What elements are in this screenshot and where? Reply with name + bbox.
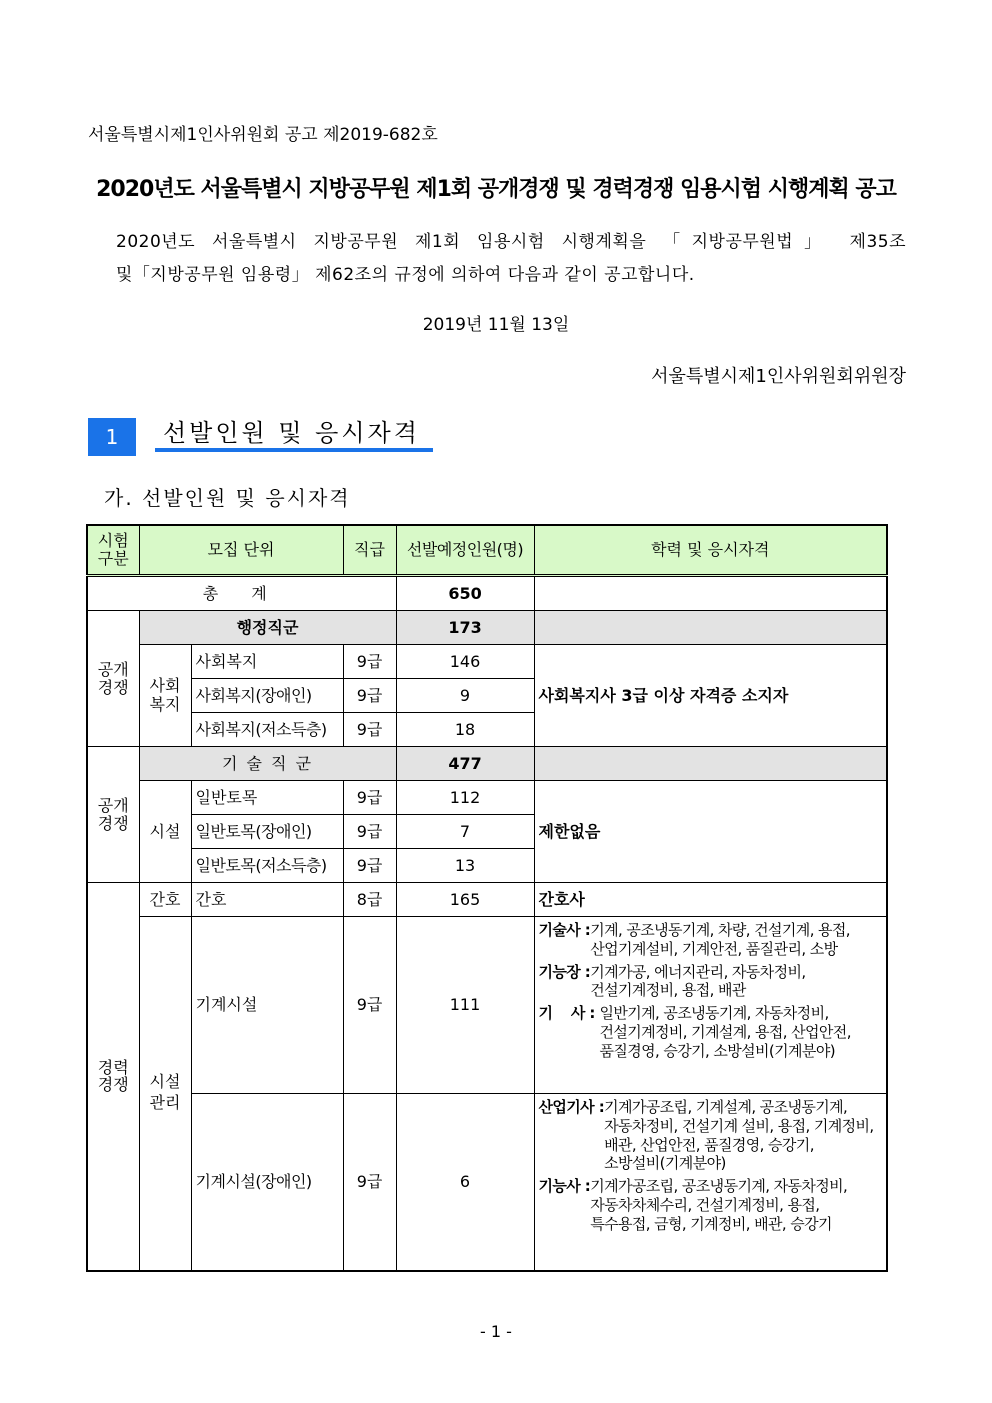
tech-count-3: 13 [396,849,534,883]
mech-dis-unit: 기계시설(장애인) [191,1094,343,1271]
admin-qualification: 사회복지사 3급 이상 자격증 소지자 [534,645,887,747]
admin-unit-3: 사회복지(저소득층) [191,713,343,747]
total-row [87,576,887,611]
admin-exam-type: 공개 경쟁 [87,611,139,747]
admin-group-count: 173 [396,611,534,645]
header-unit: 모집 단위 [139,525,343,576]
tech-group-qual [534,747,887,781]
qual-item: 기능장 : 기계가공, 에너지관리, 자동차정비, 건설기계정비, 용접, 배관 [538,962,806,1000]
admin-grade-3: 9급 [343,713,396,747]
tech-grade-1: 9급 [343,781,396,815]
mech-grade: 9급 [343,917,396,1094]
mech-unit: 기계시설 [191,917,343,1094]
notice-date: 2019년 11월 13일 [422,315,570,335]
mech-count: 111 [396,917,534,1094]
tech-group-count: 477 [396,747,534,781]
admin-grade-2: 9급 [343,679,396,713]
tech-unit-1: 일반토목 [191,781,343,815]
section-title: 선발인원 및 응시자격 [155,416,433,452]
table-row [87,781,887,815]
facility-sub-group: 시설 관리 [139,917,191,1271]
tech-count-1: 112 [396,781,534,815]
table-row [87,1094,887,1271]
header-exam-type: 시험 구분 [87,525,139,576]
tech-grade-3: 9급 [343,849,396,883]
admin-group-label: 행정직군 [139,611,396,645]
document-title: 2020년도 서울특별시 지방공무원 제1회 공개경쟁 및 경력경쟁 임용시험 시행계획 공고 [96,177,896,202]
qual-item: 기능사 : 기계가공조립, 공조냉동기계, 자동차정비, 자동차차체수리, 건설기계정비, 용접, 특수용접, 금형, 기계정비, 배관, 승강기 [538,1177,848,1233]
tech-group-label: 기 술 직 군 [139,747,396,781]
mech-dis-grade: 9급 [343,1094,396,1271]
header-qualification: 학력 및 응시자격 [534,525,887,576]
intro-line-1: 2020년도 서울특별시 지방공무원 제1회 임용시험 시행계획을 「지방공무원법」 제35조 [116,232,906,252]
header-grade: 직급 [343,525,396,576]
admin-group-qual [534,611,887,645]
admin-grade-1: 9급 [343,645,396,679]
qual-item: 기 사 : 일반기계, 공조냉동기계, 자동차정비, 건설기계정비, 기계설계, 용접, 산업안전, 품질경영, 승강기, 소방설비(기계분야) [538,1004,851,1060]
table-row [87,883,887,917]
admin-count-2: 9 [396,679,534,713]
recruitment-table [86,524,888,1272]
admin-count-3: 18 [396,713,534,747]
mech-qualification [534,917,887,1094]
section-number-badge: 1 [88,418,136,456]
admin-unit-2: 사회복지(장애인) [191,679,343,713]
tech-count-2: 7 [396,815,534,849]
table-header-row [87,525,887,576]
nursing-sub-group: 간호 [139,883,191,917]
qual-item: 기술사 : 기계, 공조냉동기계, 차량, 건설기계, 용접, 산업기계설비, 기계안전, 품질관리, 소방 [538,921,850,958]
admin-count-1: 146 [396,645,534,679]
nursing-unit: 간호 [191,883,343,917]
total-label: 총 계 [87,576,396,611]
notice-number: 서울특별시제1인사위원회 공고 제2019-682호 [88,125,438,145]
tech-qualification: 제한없음 [534,781,887,883]
tech-exam-type: 공개 경쟁 [87,747,139,883]
tech-sub-group: 시설 [139,781,191,883]
qual-item: 산업기사 : 기계가공조립, 기계설계, 공조냉동기계, 자동차정비, 건설기계 설비, 용접, 기계정비, 배관, 산업안전, 품질경영, 승강기, 소방설비(기계분야) [538,1098,874,1173]
table-row [87,747,887,781]
table-row [87,645,887,679]
tech-unit-3: 일반토목(저소득층) [191,849,343,883]
tech-grade-2: 9급 [343,815,396,849]
admin-unit-1: 사회복지 [191,645,343,679]
signer: 서울특별시제1인사위원회위원장 [651,366,906,387]
total-qualification [534,576,887,611]
subsection-title: 가. 선발인원 및 응시자격 [104,486,351,510]
page-number: - 1 - [480,1322,512,1341]
intro-paragraph [116,226,906,292]
intro-line-2: 및「지방공무원 임용령」 제62조의 규정에 의하여 다음과 같이 공고합니다. [116,265,695,285]
nursing-count: 165 [396,883,534,917]
mech-dis-count: 6 [396,1094,534,1271]
career-exam-type: 경력 경쟁 [87,883,139,1271]
header-count: 선발예정인원(명) [396,525,534,576]
total-count: 650 [396,576,534,611]
table-row [87,917,887,1094]
mech-dis-qualification [534,1094,887,1271]
nursing-grade: 8급 [343,883,396,917]
tech-unit-2: 일반토목(장애인) [191,815,343,849]
admin-sub-group: 사회 복지 [139,645,191,747]
table-row [87,611,887,645]
nursing-qualification: 간호사 [534,883,887,917]
